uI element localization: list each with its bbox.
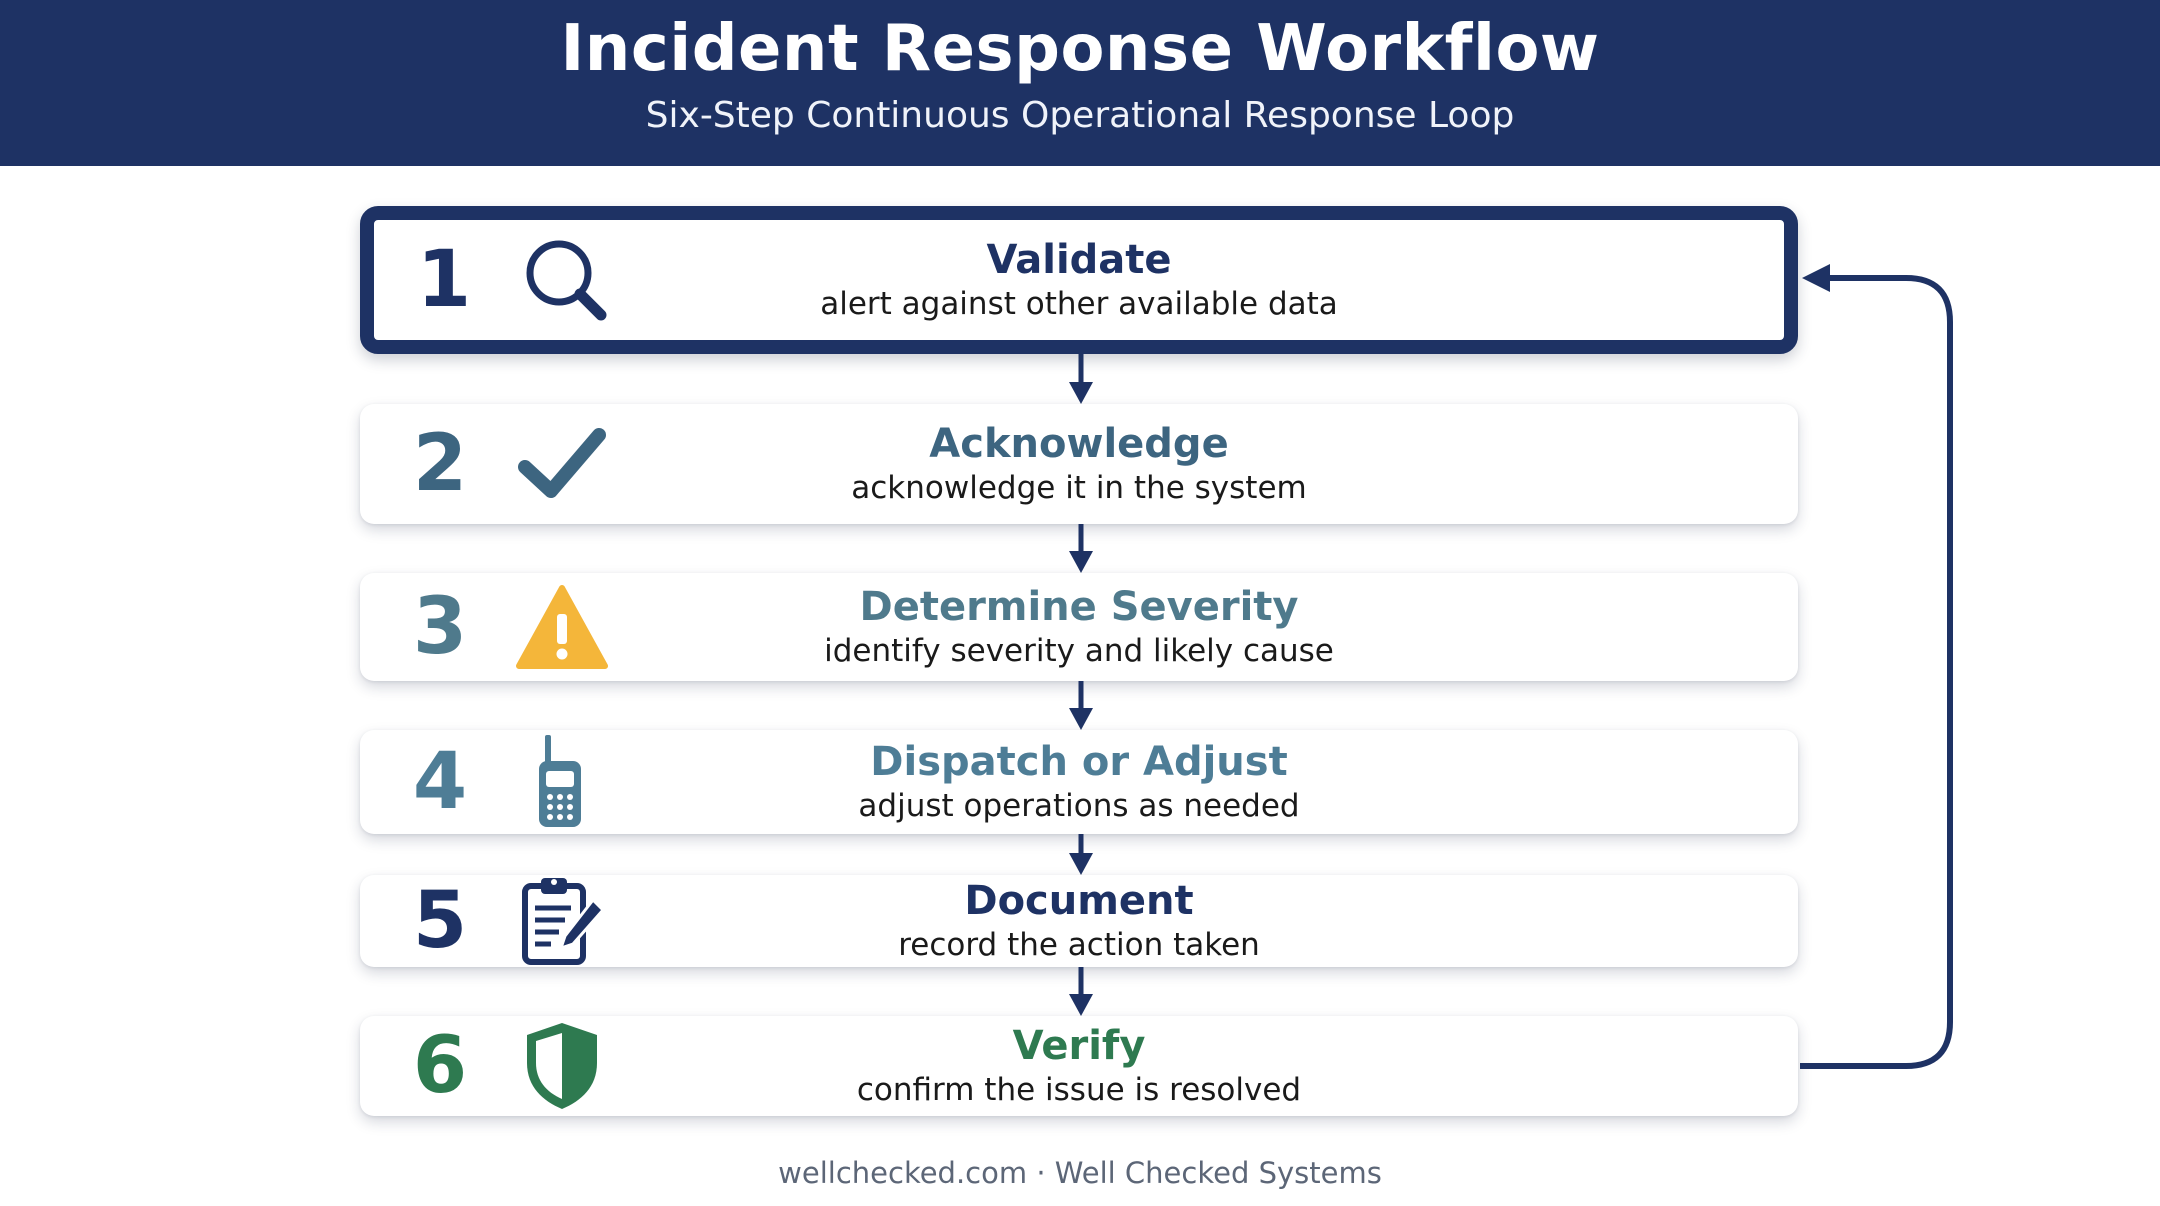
step-description: identify severity and likely cause	[824, 633, 1334, 669]
step-description: adjust operations as needed	[858, 788, 1300, 824]
arrow-down-icon	[1069, 681, 1093, 730]
arrow-down-icon	[1069, 967, 1093, 1016]
step-card-determine-severity	[360, 573, 1798, 681]
step-title: Determine Severity	[859, 584, 1299, 630]
step-number: 3	[412, 582, 468, 672]
step-card-dispatch-or-adjust	[360, 730, 1798, 834]
step-card-acknowledge	[360, 404, 1798, 524]
step-text	[360, 738, 1798, 826]
step-text	[360, 583, 1798, 671]
step-title: Document	[964, 878, 1194, 924]
arrow-down-icon	[1069, 834, 1093, 875]
step-title: Acknowledge	[929, 421, 1229, 467]
step-description: alert against other available data	[820, 286, 1338, 322]
step-card-verify	[360, 1016, 1798, 1116]
step-card-document	[360, 875, 1798, 967]
step-text	[360, 877, 1798, 965]
step-text	[360, 1022, 1798, 1110]
step-title: Validate	[986, 237, 1172, 283]
step-number: 2	[412, 419, 468, 509]
arrow-down-icon	[1069, 352, 1093, 404]
step-text	[374, 236, 1784, 324]
arrow-down-icon	[1069, 524, 1093, 573]
step-description: record the action taken	[898, 927, 1260, 963]
page-subtitle: Six-Step Continuous Operational Response Loop	[645, 95, 1515, 136]
step-description: confirm the issue is resolved	[856, 1072, 1302, 1108]
step-description: acknowledge it in the system	[851, 470, 1307, 506]
page-title: Incident Response Workflow	[560, 12, 1600, 86]
footer-credit: wellchecked.com · Well Checked Systems	[778, 1156, 1382, 1190]
header-banner	[0, 0, 2160, 166]
step-number: 4	[412, 737, 468, 827]
step-title: Dispatch or Adjust	[870, 739, 1288, 785]
step-text	[360, 420, 1798, 508]
step-number: 6	[412, 1021, 468, 1111]
step-card-validate	[360, 206, 1798, 354]
step-number: 1	[416, 235, 472, 325]
step-number: 5	[412, 876, 468, 966]
step-title: Verify	[1012, 1023, 1146, 1069]
